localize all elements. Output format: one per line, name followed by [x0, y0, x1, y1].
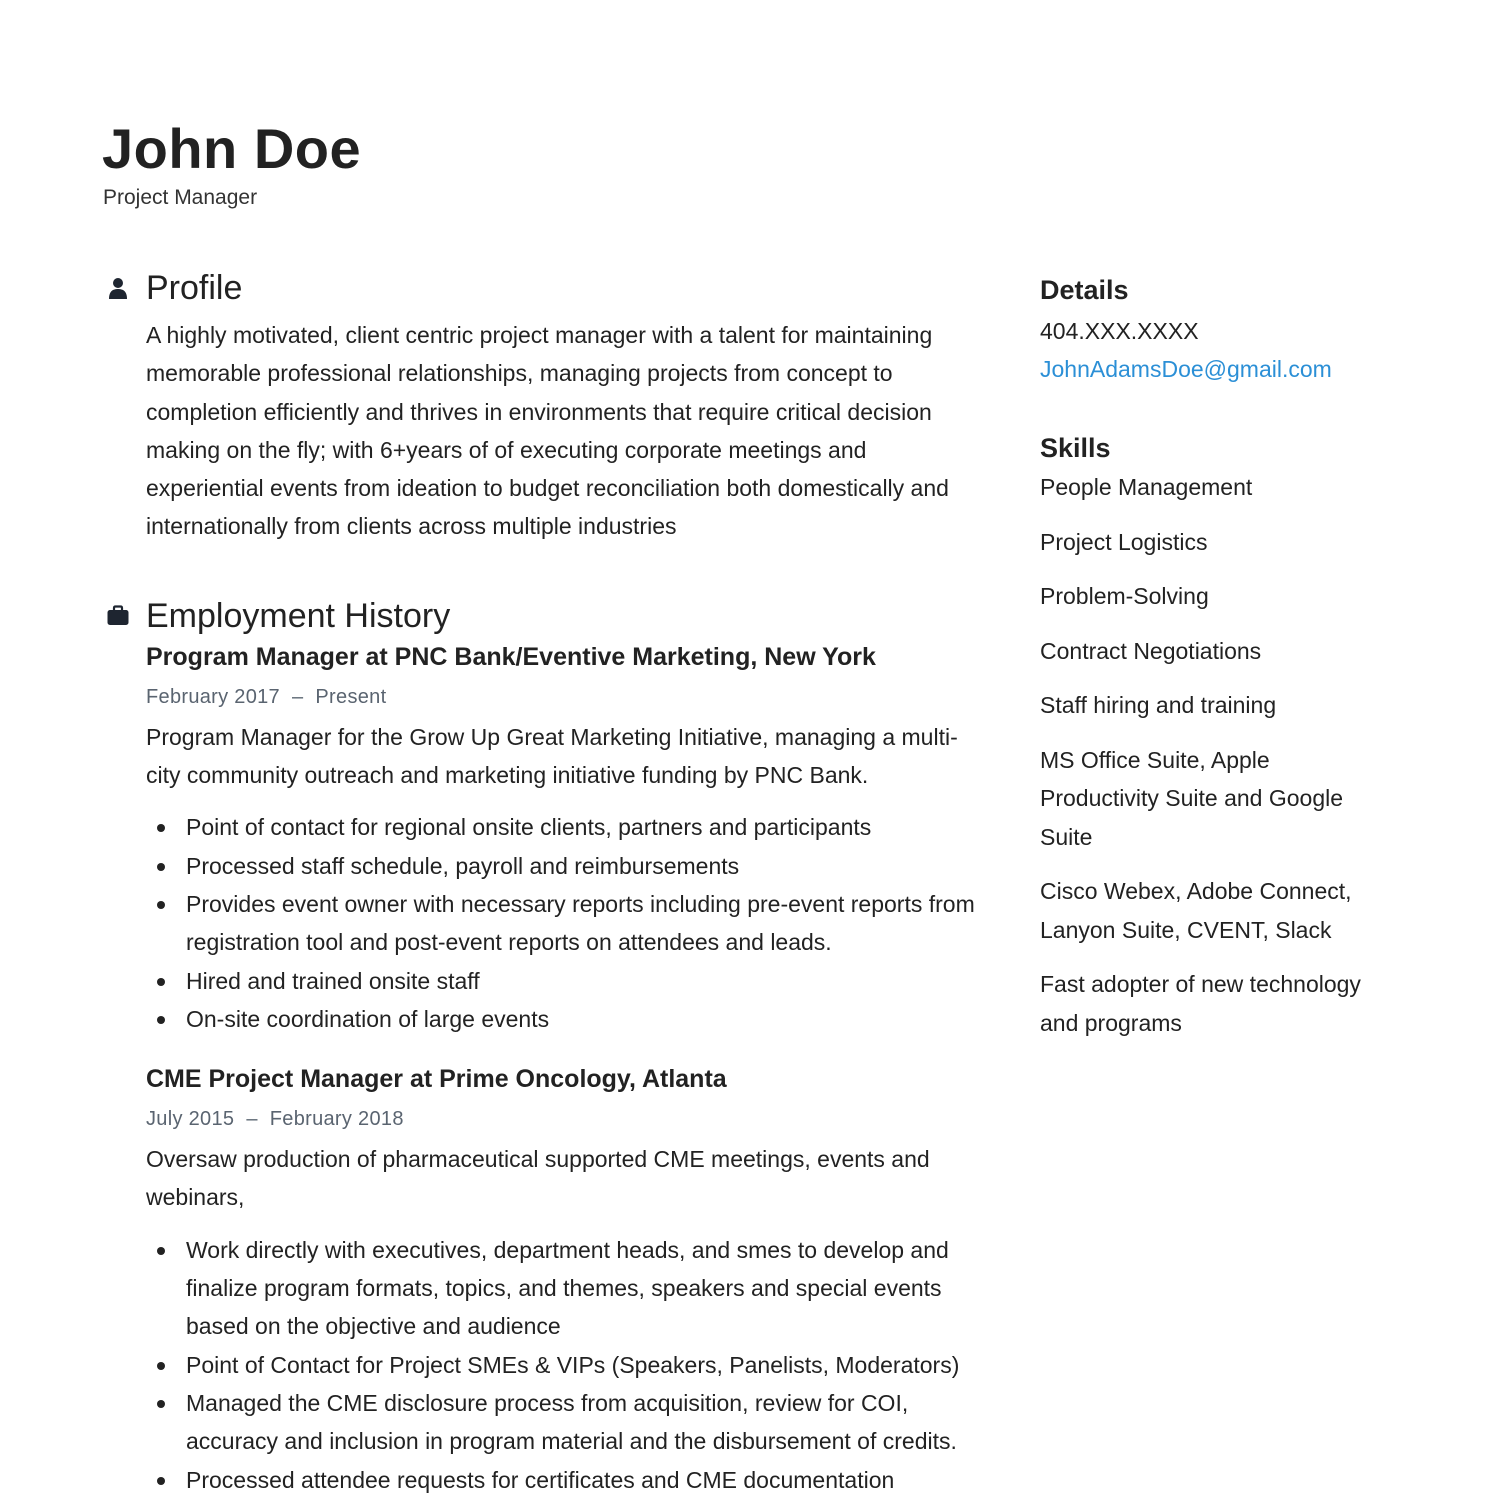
job-bullet — [146, 1231, 982, 1346]
job-bullet-list — [146, 808, 982, 1038]
employment-title: Employment History — [146, 596, 451, 635]
bullet-dot-icon — [157, 1400, 165, 1408]
date-separator: – — [246, 1108, 258, 1131]
bullet-dot-icon — [157, 863, 165, 871]
bullet-dot-icon — [157, 901, 165, 909]
candidate-name: John Doe — [102, 117, 362, 180]
job-bullet — [146, 847, 982, 885]
job-description: Oversaw production of pharmaceutical supported CME meetings, events and webinars, — [146, 1146, 930, 1211]
job-bullet — [146, 1346, 982, 1384]
job-description: Program Manager for the Grow Up Great Marketing Initiative, managing a multi-city community outreach and marketing initiative funding by PNC Bank. — [146, 723, 958, 789]
job-end-date: February 2018 — [269, 1108, 404, 1131]
job-bullet-text: On-site coordination of large events — [186, 1005, 550, 1032]
job-bullet — [146, 808, 982, 846]
job-bullet-text: Hired and trained onsite staff — [186, 967, 480, 994]
job-title: Program Manager at PNC Bank/Eventive Marketing, New York — [146, 642, 876, 671]
bullet-dot-icon — [157, 824, 165, 832]
job-bullet — [146, 962, 982, 1000]
phone-number: 404.XXX.XXXX — [1040, 318, 1199, 344]
job-bullet-text: Managed the CME disclosure process from acquisition, review for COI, accuracy and inclusion in program material and the disbursement of credits. — [186, 1389, 957, 1455]
job-bullet-text: Point of Contact for Project SMEs & VIPs (Speakers, Panelists, Moderators) — [186, 1351, 960, 1378]
employment-section — [102, 592, 982, 1499]
briefcase-icon — [106, 604, 130, 628]
profile-section — [102, 264, 982, 546]
candidate-role: Project Manager — [103, 186, 258, 209]
job-bullet-text: Work directly with executives, department heads, and smes to develop and finalize program formats, topics, and themes, speakers and special events based on the objective and audience — [186, 1236, 949, 1340]
profile-heading — [102, 264, 982, 312]
skill-item: Cisco Webex, Adobe Connect, Lanyon Suite, CVENT, Slack — [1040, 878, 1352, 943]
bullet-dot-icon — [157, 1016, 165, 1024]
job-start-date: July 2015 — [146, 1108, 235, 1131]
sidebar — [1040, 272, 1380, 1042]
skill-item: MS Office Suite, Apple Productivity Suite and Google Suite — [1040, 746, 1344, 850]
skill-item: Project Logistics — [1040, 528, 1208, 555]
profile-title: Profile — [146, 269, 243, 307]
job-bullet — [146, 1384, 982, 1461]
job-bullet-text: Processed staff schedule, payroll and reimbursements — [186, 852, 740, 879]
job-bullet — [146, 885, 982, 962]
skills-title: Skills — [1040, 433, 1111, 463]
job-title: CME Project Manager at Prime Oncology, Atlanta — [146, 1065, 727, 1094]
bullet-dot-icon — [157, 1362, 165, 1370]
job-dates — [146, 684, 982, 710]
employment-heading — [102, 592, 982, 640]
skill-item: Fast adopter of new technology and programs — [1040, 971, 1361, 1036]
job-bullet — [146, 1000, 982, 1038]
bullet-dot-icon — [157, 1247, 165, 1255]
skill-item: Contract Negotiations — [1040, 637, 1262, 664]
job-bullet-text: Point of contact for regional onsite clients, partners and participants — [186, 814, 872, 841]
job-dates — [146, 1106, 982, 1132]
date-separator: – — [291, 685, 304, 708]
email-row — [1040, 350, 1380, 388]
job-start-date: February 2017 — [146, 685, 280, 708]
bullet-dot-icon — [157, 1477, 165, 1485]
job-bullet — [146, 1461, 982, 1499]
job-bullet-text: Processed attendee requests for certificates and CME documentation — [186, 1466, 895, 1493]
skill-item: Problem-Solving — [1040, 583, 1209, 609]
bullet-dot-icon — [157, 978, 165, 986]
job-entry — [146, 640, 982, 1038]
job-end-date: Present — [315, 685, 387, 708]
email-link[interactable]: JohnAdamsDoe@gmail.com — [1040, 356, 1332, 382]
main-column — [102, 264, 982, 1499]
details-title: Details — [1040, 275, 1129, 305]
person-icon — [106, 276, 130, 300]
profile-text: A highly motivated, client centric project manager with a talent for maintaining memorable professional relationships, managing projects from concept to completion efficiently and thrives in environments that require critical decision making on the fly; with 6+years of of executing corporate meetings and experiential events from ideation to budget reconciliation both domestically and internationally from clients across multiple industries — [146, 322, 949, 540]
job-entry — [146, 1062, 982, 1499]
skill-item: Staff hiring and training — [1040, 692, 1277, 718]
job-bullet-text: Provides event owner with necessary reports including pre-event reports from registration tool and post-event reports on attendees and leads. — [186, 890, 975, 956]
skill-item: People Management — [1040, 474, 1253, 500]
job-bullet-list — [146, 1231, 982, 1499]
